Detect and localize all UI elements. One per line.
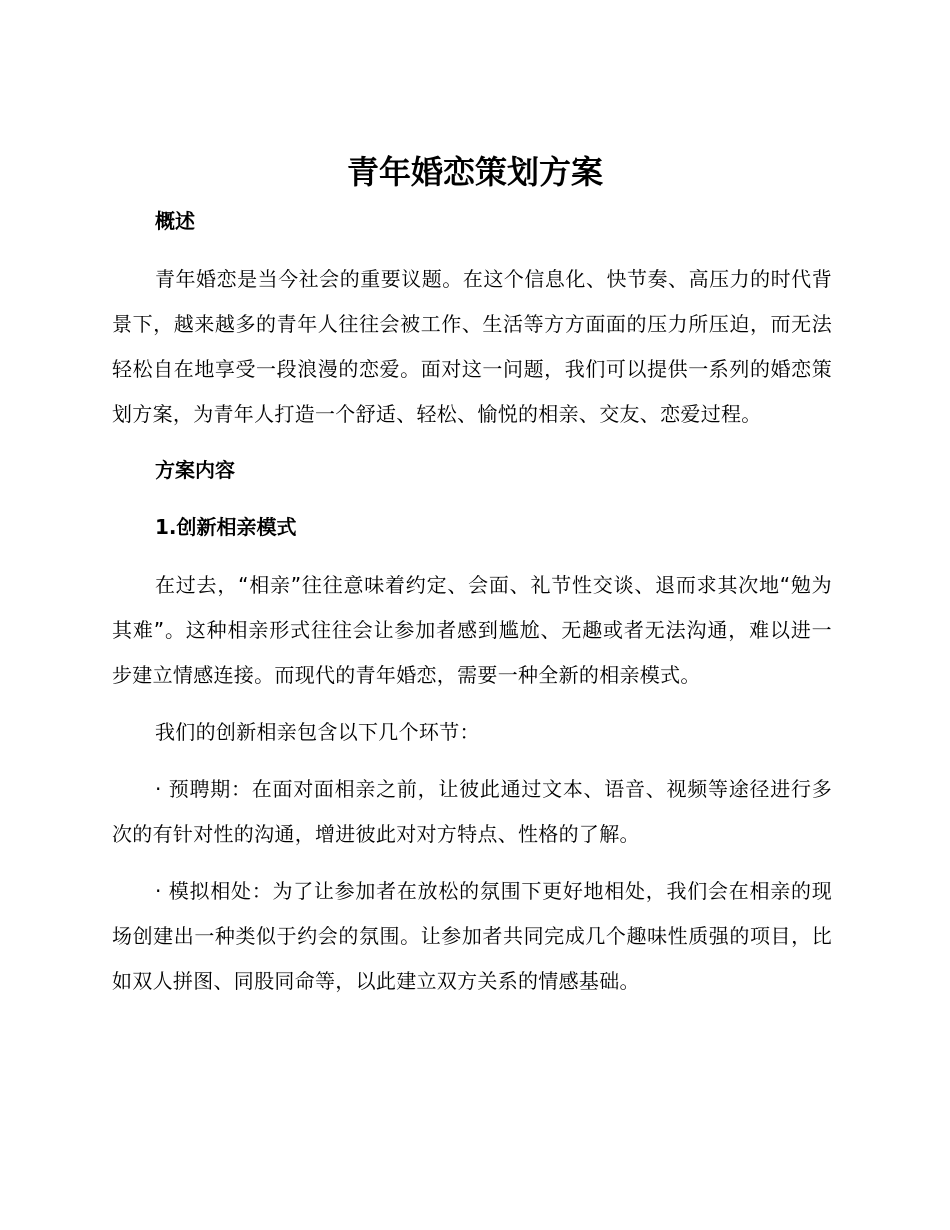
bullet-simulation: · 模拟相处：为了让参加者在放松的氛围下更好地相处，我们会在相亲的现场创建出一种类似于约会的氛围。让参加者共同完成几个趣味性质强的项目，比如双人拼图、同股同命等，以此建立双方关系的情感基础。	[112, 879, 832, 993]
item1-paragraph: 在过去，“相亲”往往意味着约定、会面、礼节性交谈、退而求其次地“勉为其难”。这种相亲形式往往会让参加者感到尴尬、无趣或者无法沟通，难以进一步建立情感连接。而现代的青年婚恋，需要一种全新的相亲模式。	[112, 573, 832, 687]
plan-content-heading: 方案内容	[155, 458, 235, 482]
bullet-preliminary: · 预聘期：在面对面相亲之前，让彼此通过文本、语音、视频等途径进行多次的有针对性的沟通，增进彼此对对方特点、性格的了解。	[112, 777, 832, 846]
document-title: 青年婚恋策划方案	[346, 153, 603, 191]
document-body	[112, 200, 832, 1016]
overview-paragraph: 青年婚恋是当今社会的重要议题。在这个信息化、快节奏、高压力的时代背景下，越来越多的青年人往往会被工作、生活等方方面面的压力所压迫，而无法轻松自在地享受一段浪漫的恋爱。面对这一问题，我们可以提供一系列的婚恋策划方案，为青年人打造一个舒适、轻松、愉悦的相亲、交友、恋爱过程。	[112, 267, 832, 426]
overview-heading: 概述	[155, 209, 195, 233]
item1-intro: 我们的创新相亲包含以下几个环节：	[155, 720, 480, 744]
item1-heading: 1.创新相亲模式	[155, 515, 297, 539]
